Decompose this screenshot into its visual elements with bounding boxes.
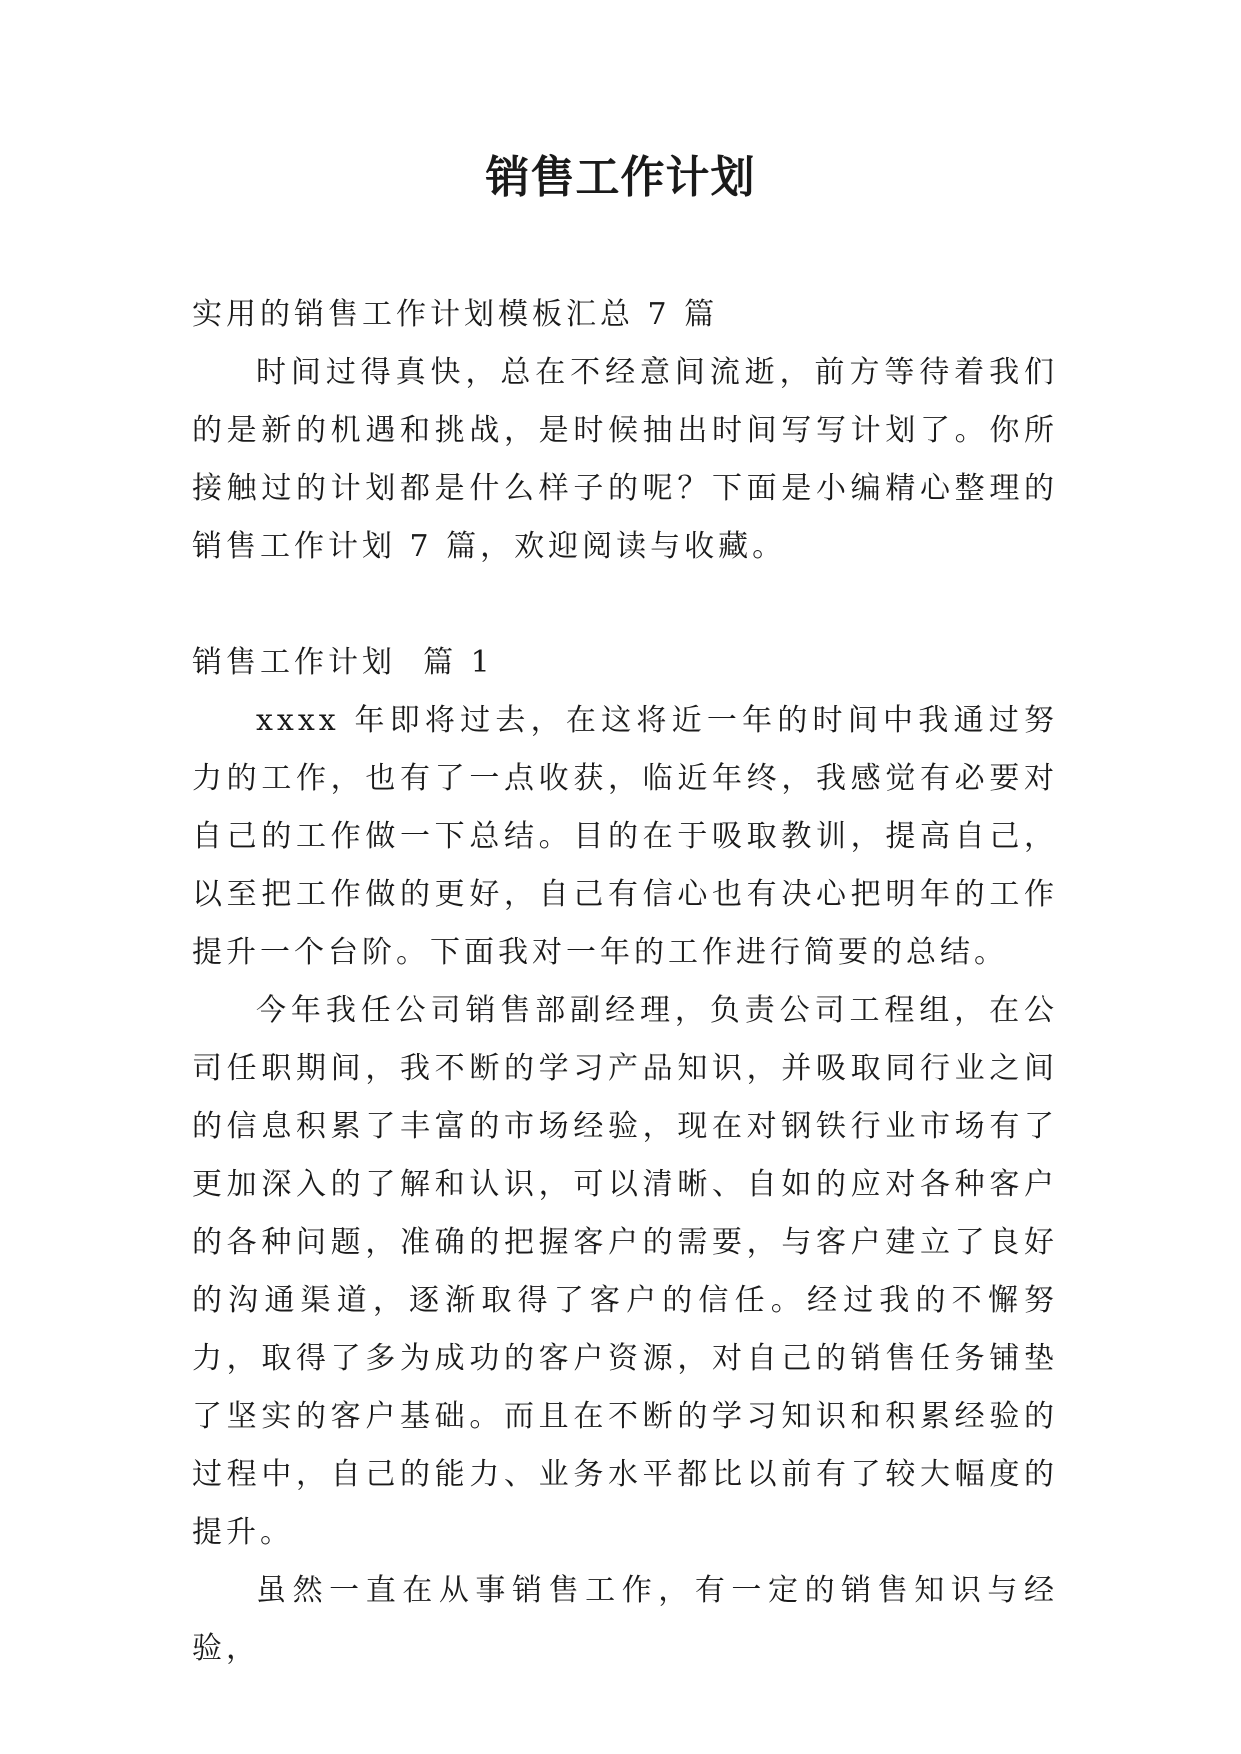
body-paragraph-1: xxxx 年即将过去，在这将近一年的时间中我通过努力的工作，也有了一点收获，临近年终，我感觉有必要对自己的工作做一下总结。目的在于吸取教训，提高自己，以至把工作做的更好，自己有信心也有决心把明年的工作提升一个台阶。下面我对一年的工作进行简要的总结。: [192, 703, 1058, 970]
section-spacer: [192, 576, 1058, 634]
document-title: 销售工作计划: [485, 152, 756, 203]
intro-paragraph: 时间过得真快，总在不经意间流逝，前方等待着我们的是新的机遇和挑战，是时候抽出时间写写计划了。你所接触过的计划都是什么样子的呢？下面是小编精心整理的销售工作计划 7 篇，欢迎阅读与收藏。: [192, 355, 1058, 564]
body-paragraph-3: 虽然一直在从事销售工作，有一定的销售知识与经验，: [192, 1573, 1058, 1666]
section-heading: 销售工作计划 篇 1: [192, 645, 494, 680]
document-body: [192, 286, 1058, 1678]
body-paragraph-2: 今年我任公司销售部副经理，负责公司工程组，在公司任职期间，我不断的学习产品知识，并吸取同行业之间的信息积累了丰富的市场经验，现在对钢铁行业市场有了更加深入的了解和认识，可以清晰、自如的应对各种客户的各种问题，准确的把握客户的需要，与客户建立了良好的沟通渠道，逐渐取得了客户的信任。经过我的不懈努力，取得了多为成功的客户资源，对自己的销售任务铺垫了坚实的客户基础。而且在不断的学习知识和积累经验的过程中，自己的能力、业务水平都比以前有了较大幅度的提升。: [192, 993, 1058, 1550]
document-subtitle: 实用的销售工作计划模板汇总 7 篇: [192, 297, 719, 332]
